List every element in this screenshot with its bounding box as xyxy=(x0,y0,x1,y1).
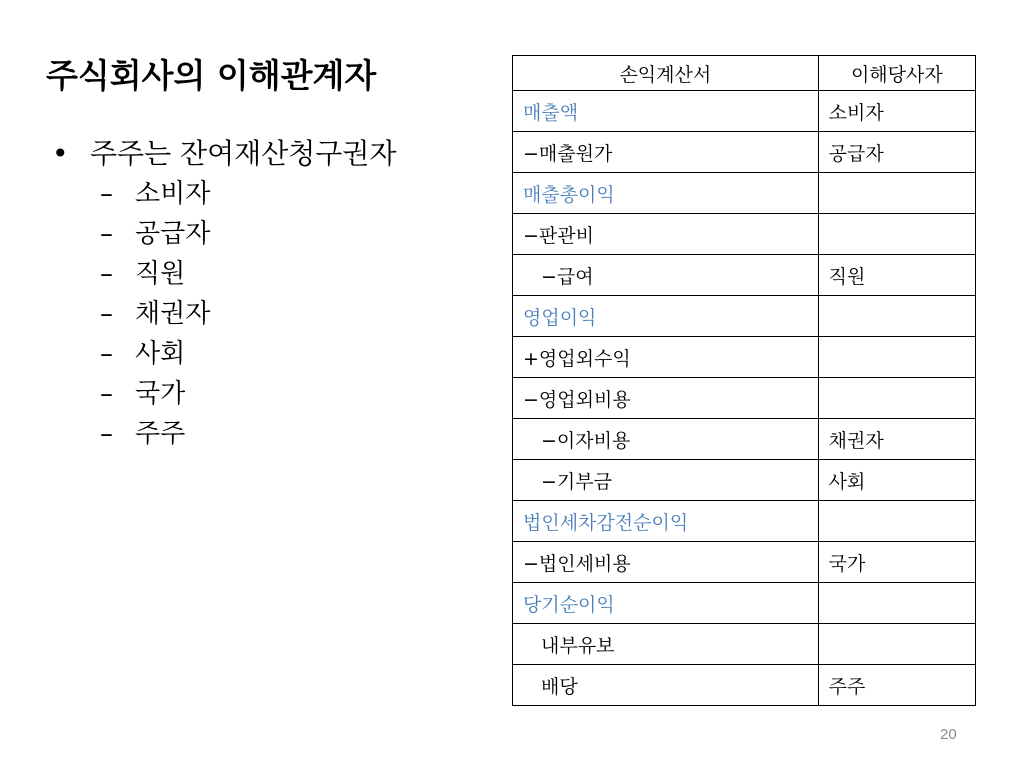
table-header-row xyxy=(513,56,976,91)
sub-bullet-item xyxy=(46,174,396,214)
sub-bullet-text: 공급자 xyxy=(135,219,211,249)
row-item: 법인세차감전순이익 xyxy=(513,501,819,542)
table-row xyxy=(513,419,976,460)
row-party xyxy=(818,214,975,255)
row-item: 당기순이익 xyxy=(513,583,819,624)
sub-bullet-item xyxy=(46,414,396,454)
page-number: 20 xyxy=(940,726,957,743)
table-row xyxy=(513,214,976,255)
row-party xyxy=(818,624,975,665)
table-row xyxy=(513,296,976,337)
table-row xyxy=(513,378,976,419)
sub-bullet-text: 직원 xyxy=(135,259,186,289)
sub-bullet-list xyxy=(46,174,396,454)
sub-bullet-item xyxy=(46,254,396,294)
table-row xyxy=(513,132,976,173)
table-row xyxy=(513,501,976,542)
table-row xyxy=(513,583,976,624)
row-item: +영업외수익 xyxy=(513,337,819,378)
sub-bullet-marker: – xyxy=(100,419,113,449)
sub-bullet-item xyxy=(46,334,396,374)
sub-bullet-marker: – xyxy=(100,339,113,369)
header-stakeholder: 이해당사자 xyxy=(818,56,975,91)
row-party: 국가 xyxy=(818,542,975,583)
income-statement-table xyxy=(512,55,976,706)
sub-bullet-item xyxy=(46,294,396,334)
row-party xyxy=(818,337,975,378)
row-party: 직원 xyxy=(818,255,975,296)
row-item: 매출액 xyxy=(513,91,819,132)
slide-title: 주식회사의 이해관계자 xyxy=(46,56,377,95)
table-row xyxy=(513,255,976,296)
row-item: −영업외비용 xyxy=(513,378,819,419)
row-party xyxy=(818,173,975,214)
sub-bullet-text: 국가 xyxy=(135,379,186,409)
row-item: 매출총이익 xyxy=(513,173,819,214)
bullet-marker: • xyxy=(52,137,69,170)
table-row xyxy=(513,624,976,665)
row-party xyxy=(818,296,975,337)
row-party: 주주 xyxy=(818,665,975,706)
sub-bullet-item xyxy=(46,214,396,254)
row-party xyxy=(818,378,975,419)
sub-bullet-marker: – xyxy=(100,259,113,289)
row-item: −법인세비용 xyxy=(513,542,819,583)
sub-bullet-marker: – xyxy=(100,299,113,329)
sub-bullet-marker: – xyxy=(100,379,113,409)
row-item: 내부유보 xyxy=(513,624,819,665)
row-party: 채권자 xyxy=(818,419,975,460)
bullet-list xyxy=(46,134,396,454)
sub-bullet-marker: – xyxy=(100,179,113,209)
sub-bullet-text: 사회 xyxy=(135,339,186,369)
row-item: −기부금 xyxy=(513,460,819,501)
table-row xyxy=(513,542,976,583)
row-party: 공급자 xyxy=(818,132,975,173)
header-income-statement: 손익계산서 xyxy=(513,56,819,91)
sub-bullet-text: 채권자 xyxy=(135,299,211,329)
row-item: −판관비 xyxy=(513,214,819,255)
table-row xyxy=(513,460,976,501)
table-row xyxy=(513,173,976,214)
row-item: −매출원가 xyxy=(513,132,819,173)
row-item: 영업이익 xyxy=(513,296,819,337)
table-row xyxy=(513,91,976,132)
table-row xyxy=(513,337,976,378)
row-party xyxy=(818,501,975,542)
bullet-main-text: 주주는 잔여재산청구권자 xyxy=(90,137,397,170)
row-item: −이자비용 xyxy=(513,419,819,460)
sub-bullet-text: 주주 xyxy=(135,419,186,449)
row-item: −급여 xyxy=(513,255,819,296)
table-row xyxy=(513,665,976,706)
sub-bullet-text: 소비자 xyxy=(135,179,211,209)
row-item: 배당 xyxy=(513,665,819,706)
sub-bullet-item xyxy=(46,374,396,414)
row-party: 사회 xyxy=(818,460,975,501)
sub-bullet-marker: – xyxy=(100,219,113,249)
row-party: 소비자 xyxy=(818,91,975,132)
row-party xyxy=(818,583,975,624)
bullet-main xyxy=(46,134,396,174)
